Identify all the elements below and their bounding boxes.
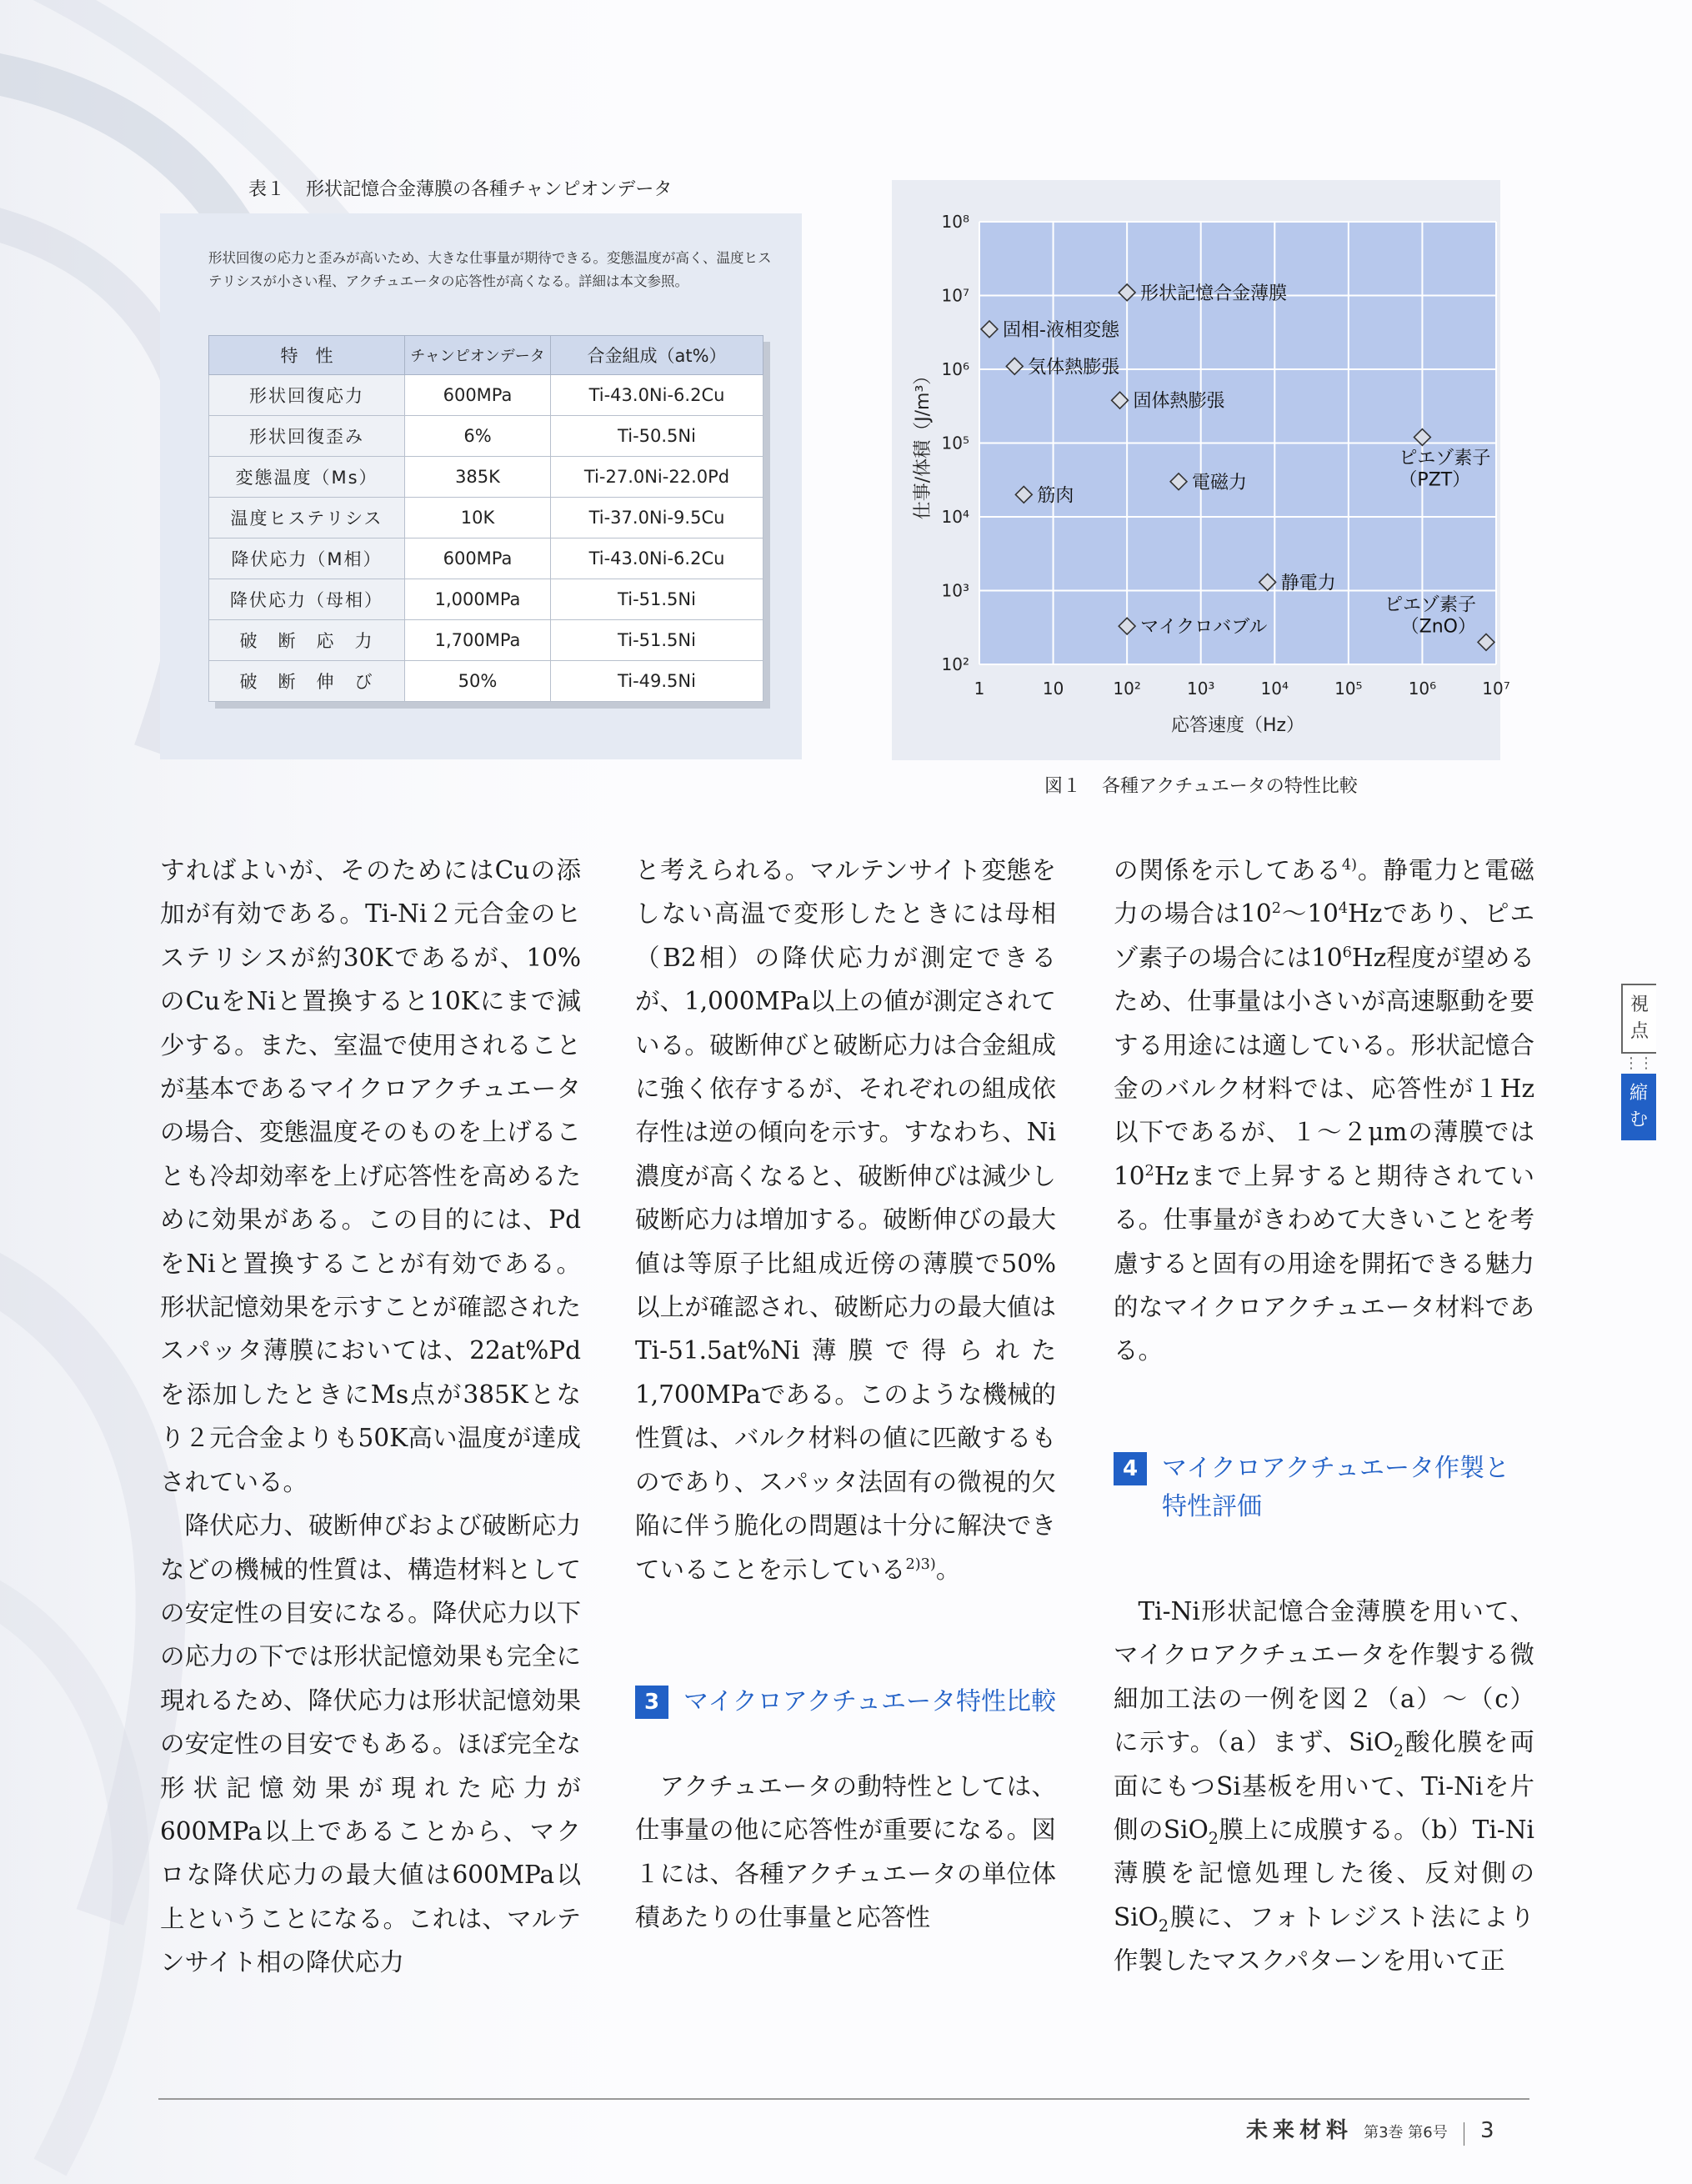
paragraph bbox=[1114, 849, 1534, 1373]
table-row bbox=[209, 375, 763, 416]
table-cell-property: 降伏応力（母相） bbox=[209, 579, 405, 620]
table-note: 形状回復の応力と歪みが高いため、大きな仕事量が期待できる。変態温度が高く、温度ヒステリシスが小さい程、アクチュエータの応答性が高くなる。詳細は本文参照。 bbox=[208, 250, 772, 289]
exponent: 2 bbox=[1271, 900, 1281, 918]
table-cell-value: 10K bbox=[405, 498, 551, 538]
y-tick-label: 10⁵ bbox=[941, 433, 969, 453]
text-run: 膜上に成膜する。（b）Ti-Ni薄膜を記憶処理した後、反対側のSiO bbox=[1114, 1815, 1534, 1931]
page-number: 3 bbox=[1479, 2118, 1494, 2143]
table-cell-value: 600MPa bbox=[405, 375, 551, 416]
subscript: 2 bbox=[1158, 1916, 1169, 1936]
table-row bbox=[209, 457, 763, 498]
section-number: 4 bbox=[1114, 1452, 1147, 1485]
text-column-2 bbox=[635, 849, 1056, 1940]
paragraph: アクチュエータの動特性としては、仕事量の他に応答性が重要になる。図１には、各種アクチュエータの単位体積あたりの仕事量と応答性 bbox=[635, 1771, 1056, 1932]
side-tab-lower bbox=[1621, 1074, 1656, 1140]
paragraph: 降伏応力、破断伸びおよび破断応力などの機械的性質は、構造材料としての安定性の目安になる。降伏応力以下の応力の下では形状記憶効果も完全に現れるため、降伏応力は形状記憶効果の安定性の目安でもある。ほぼ完全な形状記憶効果が現れた応力が600MPa以上であることから、マクロな降伏応力の最大値は600MPa以上ということになる。これは、マルテンサイト相の降伏応力 bbox=[160, 1511, 581, 1977]
section-number: 3 bbox=[635, 1686, 668, 1719]
table-cell-composition: Ti-51.5Ni bbox=[551, 620, 763, 661]
table-cell-property: 温度ヒステリシス bbox=[209, 498, 405, 538]
text-run: 〜10 bbox=[1280, 899, 1339, 929]
section-title: マイクロアクチュエータ作製と特性評価 bbox=[1162, 1453, 1509, 1521]
text-run: の関係を示してある bbox=[1114, 856, 1342, 884]
text-run: 10 bbox=[1240, 899, 1272, 929]
data-label: 静電力 bbox=[1280, 573, 1336, 594]
data-label: 電磁力 bbox=[1192, 472, 1248, 493]
y-axis-label: 仕事/体積（J/m³） bbox=[913, 366, 934, 520]
x-tick-label: 10 bbox=[1042, 679, 1064, 699]
x-tick-label: 10⁷ bbox=[1482, 679, 1510, 699]
table-cell-composition: Ti-43.0Ni-6.2Cu bbox=[551, 538, 763, 579]
text-run: 膜に、フォトレジスト法により作製したマスクパターンを用いて正 bbox=[1114, 1902, 1534, 1976]
data-label: マイクロバブル bbox=[1140, 617, 1268, 639]
table-cell-value: 6% bbox=[405, 416, 551, 457]
table-cell-composition: Ti-51.5Ni bbox=[551, 579, 763, 620]
data-label: 形状記憶合金薄膜 bbox=[1140, 283, 1288, 304]
table-row bbox=[209, 661, 763, 702]
table-caption-title: 形状記憶合金薄膜の各種チャンピオンデータ bbox=[306, 179, 673, 200]
y-tick-label: 10⁸ bbox=[941, 212, 969, 232]
reference-mark: 4) bbox=[1341, 857, 1357, 874]
text-run: Hz程度が望めるため、仕事量は小さいが高速駆動を要する用途には適している。形状記憶合金のバルク材料では、応答性が１Hz以下であるが、１〜２μmの薄膜では bbox=[1114, 943, 1534, 1147]
table-panel bbox=[160, 213, 802, 759]
paragraph bbox=[635, 849, 1056, 1591]
data-label: 固相-液相変態 bbox=[1003, 319, 1119, 341]
table-cell-property: 破 断 伸 び bbox=[209, 661, 405, 702]
x-tick-label: 10⁴ bbox=[1260, 679, 1289, 699]
paragraph bbox=[1114, 1590, 1534, 1983]
table-cell-value: 385K bbox=[405, 457, 551, 498]
reference-mark: 2)3) bbox=[905, 1555, 936, 1573]
side-tab-lower-label: 縮 む bbox=[1629, 1083, 1648, 1130]
x-tick-label: 10³ bbox=[1186, 679, 1215, 699]
table-row bbox=[209, 620, 763, 661]
footer-rule bbox=[158, 2098, 1529, 2100]
table-caption bbox=[248, 175, 672, 201]
section-heading-3 bbox=[635, 1683, 1056, 1721]
data-label: ピエゾ素子（ZnO） bbox=[1384, 594, 1476, 638]
table-header-composition: 合金組成（at%） bbox=[551, 336, 763, 375]
paragraph: すればよいが、そのためにはCuの添加が有効である。Ti-Ni２元合金のヒステリシスが約30Kであるが、10%のCuをNiと置換すると10Kにまで減少する。また、室温で使用されることが基本であるマイクロアクチュエータの場合、変態温度そのものを上げることも冷却効率を上げ応答性を高めるために効果がある。この目的には、PdをNiと置換することが有効である。形状記憶効果を示すことが確認されたスパッタ薄膜においては、22at%Pdを添加したときにMs点が385Kとなり２元合金よりも50K高い温度が達成されている。 bbox=[160, 856, 581, 1496]
side-index-tab bbox=[1621, 984, 1656, 1140]
magazine-title: 未来材料 bbox=[1246, 2118, 1354, 2143]
section-heading-4 bbox=[1114, 1450, 1534, 1526]
x-axis-label: 応答速度（Hz） bbox=[1170, 715, 1305, 736]
table-header-property: 特 性 bbox=[209, 336, 405, 375]
data-label: 気体熱膨張 bbox=[1028, 357, 1120, 378]
x-tick-label: 10² bbox=[1113, 679, 1141, 699]
table-row bbox=[209, 416, 763, 457]
exponent: 2 bbox=[1144, 1163, 1154, 1180]
exponent: 4 bbox=[1338, 900, 1349, 918]
subscript: 2 bbox=[1394, 1741, 1404, 1761]
data-label: ピエゾ素子（PZT） bbox=[1399, 448, 1491, 491]
y-tick-label: 10⁷ bbox=[941, 285, 969, 306]
table-cell-property: 破 断 応 力 bbox=[209, 620, 405, 661]
subscript: 2 bbox=[1208, 1828, 1219, 1848]
table-row bbox=[209, 538, 763, 579]
x-tick-label: 10⁶ bbox=[1408, 679, 1437, 699]
table-cell-property: 降伏応力（M相） bbox=[209, 538, 405, 579]
text-column-3 bbox=[1114, 849, 1534, 1983]
section-title: マイクロアクチュエータ特性比較 bbox=[683, 1686, 1056, 1716]
text-run: 。静電力と電磁力の場合は bbox=[1114, 856, 1534, 929]
x-tick-label: 1 bbox=[974, 679, 985, 699]
table-cell-value: 1,700MPa bbox=[405, 620, 551, 661]
exponent: 6 bbox=[1342, 944, 1352, 961]
table-cell-property: 変態温度（Ms） bbox=[209, 457, 405, 498]
figure-caption bbox=[1044, 772, 1358, 798]
text-run: Hzまで上昇すると期待されている。仕事量がきわめて大きいことを考慮すると固有の用途を開拓できる魅力的なマイクロアクチュエータ材料である。 bbox=[1114, 1161, 1534, 1365]
y-tick-label: 10³ bbox=[941, 580, 969, 601]
figure-panel bbox=[892, 180, 1510, 760]
side-tab-upper bbox=[1621, 984, 1656, 1054]
paragraph-text: と考えられる。マルテンサイト変態をしない高温で変形したときには母相（B2相）の降伏応力が測定できるが、1,000MPa以上の値が測定されている。破断伸びと破断応力は合金組成に強く依存するが、それぞれの組成依存性は逆の傾向を示す。すなわち、Ni濃度が高くなると、破断伸びは減少し破断応力は増加する。破断伸びの最大値は等原子比組成近傍の薄膜で50%以上が確認され、破断応力の最大値はTi-51.5at%Ni薄膜で得られた1,700MPaである。このような機械的性質は、バルク材料の値に匹敵するものであり、スパッタ法固有の微視的欠陥に伴う脆化の問題は十分に解決できていることを示している bbox=[635, 856, 1056, 1584]
champion-data-table bbox=[208, 335, 763, 702]
table-cell-property: 形状回復歪み bbox=[209, 416, 405, 457]
table-cell-composition: Ti-49.5Ni bbox=[551, 661, 763, 702]
table-cell-composition: Ti-43.0Ni-6.2Cu bbox=[551, 375, 763, 416]
table-body bbox=[209, 375, 763, 702]
text-run: 10 bbox=[1311, 943, 1343, 972]
side-tab-upper-label: 視 点 bbox=[1629, 994, 1649, 1042]
x-tick-label: 10⁵ bbox=[1334, 679, 1363, 699]
table-cell-composition: Ti-27.0Ni-22.0Pd bbox=[551, 457, 763, 498]
data-label: 筋肉 bbox=[1037, 485, 1074, 507]
figure-caption-label: 図１ bbox=[1044, 776, 1082, 797]
table-cell-value: 50% bbox=[405, 661, 551, 702]
table-cell-composition: Ti-37.0Ni-9.5Cu bbox=[551, 498, 763, 538]
actuator-chart bbox=[892, 180, 1510, 760]
side-tab-dots: ⋮⋮ bbox=[1624, 1054, 1654, 1072]
volume-issue: 第3巻 第6号 bbox=[1364, 2124, 1448, 2141]
table-caption-label: 表１ bbox=[248, 179, 286, 200]
paragraph-end: 。 bbox=[935, 1555, 961, 1584]
y-tick-label: 10⁶ bbox=[941, 359, 969, 379]
text-run: 酸化膜を両面にもつSi基板を用いて、Ti-Niを片側のSiO bbox=[1114, 1728, 1534, 1844]
figure-caption-title: 各種アクチュエータの特性比較 bbox=[1102, 776, 1358, 797]
text-run: Ti-Ni形状記憶合金薄膜を用いて、マイクロアクチュエータを作製する微細加工法の一例を図２（a）〜（c）に示す。（a）まず、SiO bbox=[1114, 1596, 1534, 1757]
table-cell-composition: Ti-50.5Ni bbox=[551, 416, 763, 457]
page-footer bbox=[1246, 2113, 1494, 2146]
text-column-1 bbox=[160, 849, 581, 1985]
y-tick-label: 10² bbox=[941, 654, 969, 674]
text-run: 10 bbox=[1114, 1161, 1145, 1190]
y-tick-label: 10⁴ bbox=[941, 507, 969, 527]
table-row bbox=[209, 579, 763, 620]
table-cell-property: 形状回復応力 bbox=[209, 375, 405, 416]
table-row bbox=[209, 498, 763, 538]
table-header-row bbox=[209, 336, 763, 375]
table-cell-value: 1,000MPa bbox=[405, 579, 551, 620]
table-cell-value: 600MPa bbox=[405, 538, 551, 579]
table-header-value: チャンピオンデータ bbox=[405, 336, 551, 375]
text-run: Hzであり、ピエゾ素子の場合には bbox=[1114, 899, 1534, 972]
data-label: 固体熱膨張 bbox=[1133, 391, 1225, 413]
